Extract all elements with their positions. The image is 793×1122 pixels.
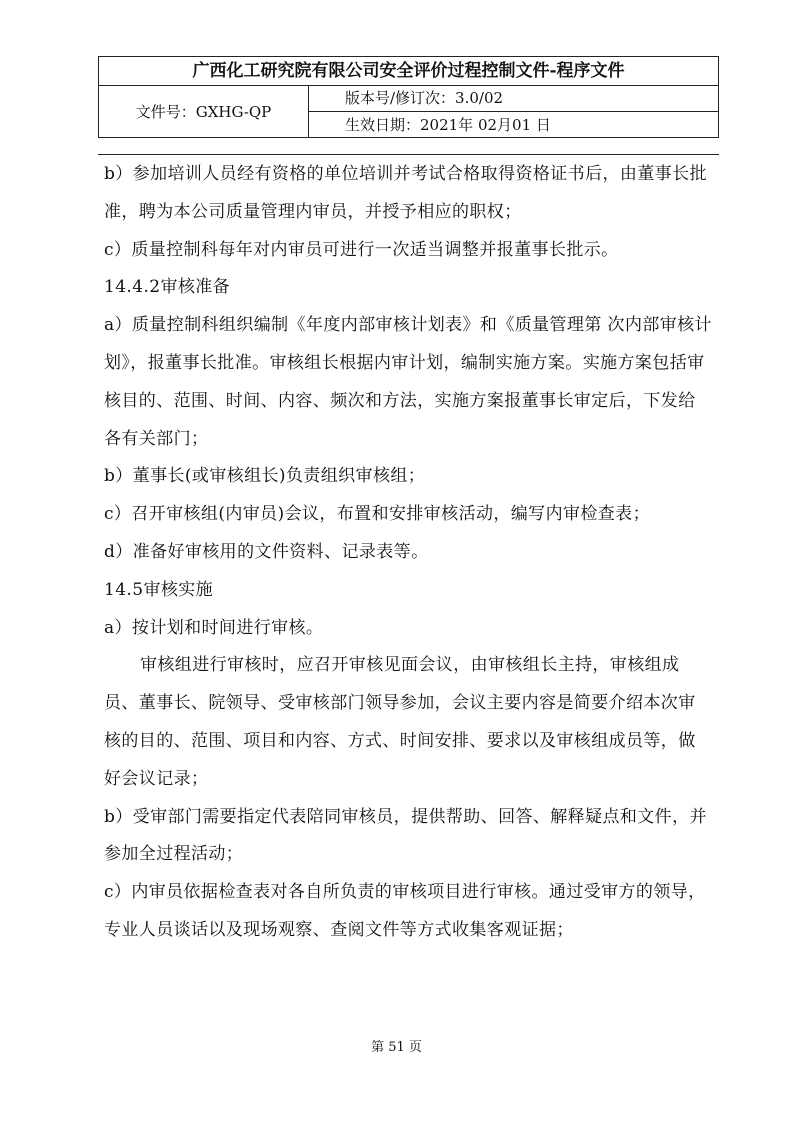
paragraph: b）受审部门需要指定代表陪同审核员，提供帮助、回答、解释疑点和文件，并参加全过程活动； (104, 806, 707, 865)
paragraph: a）按计划和时间进行审核。 (104, 617, 324, 638)
document-header-table (98, 56, 719, 138)
paragraph: d）准备好审核用的文件资料、记录表等。 (104, 541, 429, 562)
header-divider (98, 154, 719, 155)
paragraph: c）质量控制科每年对内审员可进行一次适当调整并报董事长批示。 (104, 239, 619, 260)
paragraph: c）内审员依据检查表对各自所负责的审核项目进行审核。通过受审方的领导，专业人员谈话以及现场观察、查阅文件等方式收集客观证据； (104, 882, 706, 940)
document-body (104, 156, 712, 950)
header-doc-code: 文件号：GXHG-QP (99, 86, 309, 138)
paragraph: c）召开审核组(内审员)会议，布置和安排审核活动，编写内审检查表； (104, 504, 650, 525)
header-effective-date: 生效日期：2021年 02月01 日 (345, 116, 551, 134)
section-heading: 14.4.2审核准备 (104, 277, 231, 298)
section-heading: 14.5审核实施 (104, 579, 214, 600)
header-version: 版本号/修订次：3.0/02 (309, 86, 719, 112)
paragraph: a）质量控制科组织编制《年度内部审核计划表》和《质量管理第 次内部审核计划》，报董事长批准。审核组长根据内审计划，编制实施方案。实施方案包括审核目的、范围、时间、内容、频次和方法，实施方案报董事长审定后，下发给各有关部门； (104, 315, 712, 449)
paragraph: b）参加培训人员经有资格的单位培训并考试合格取得资格证书后，由董事长批准，聘为本公司质量管理内审员，并授予相应的职权； (104, 164, 707, 222)
header-title: 广西化工研究院有限公司安全评价过程控制文件-程序文件 (99, 57, 718, 86)
page-number: 第 51 页 (371, 1040, 422, 1055)
paragraph: b）董事长(或审核组长)负责组织审核组； (104, 466, 426, 487)
paragraph: 审核组进行审核时，应召开审核见面会议，由审核组长主持，审核组成员、董事长、院领导、受审核部门领导参加，会议主要内容是简要介绍本次审核的目的、范围、项目和内容、方式、时间安排、要求以及审核组成员等，做好会议记录； (104, 655, 696, 789)
